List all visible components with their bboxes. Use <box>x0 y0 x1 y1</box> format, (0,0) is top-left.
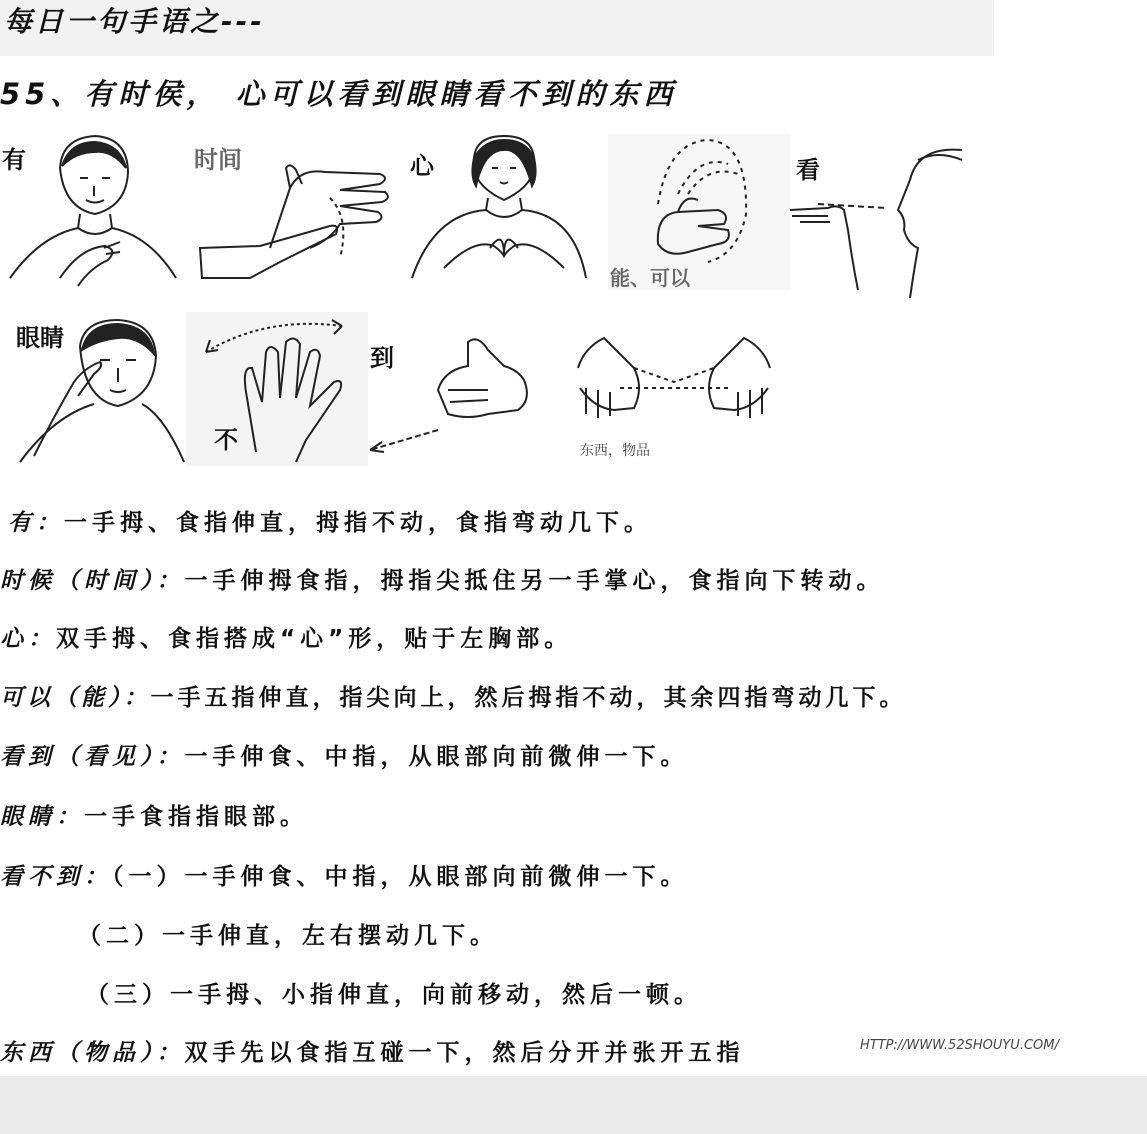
desc-text: 双手先以食指互碰一下，然后分开并张开五指 <box>184 1040 745 1066</box>
illustration-kan <box>788 130 962 298</box>
label-xin: 心 <box>410 151 434 180</box>
desc-text: （二）一手伸直，左右摆动几下。 <box>78 923 498 949</box>
footer-band <box>0 1076 1147 1134</box>
desc-text: 一手伸食、中指，从眼部向前微伸一下。 <box>184 744 689 770</box>
label-dao: 到 <box>370 343 394 372</box>
desc-line-3 <box>0 620 572 653</box>
illustration-shijian <box>190 128 395 292</box>
desc-term: 东西（物品）： <box>0 1040 185 1066</box>
label-shijian: 时间 <box>194 145 242 174</box>
desc-term: 可以（能）： <box>0 685 151 711</box>
illustration-bu <box>186 312 368 466</box>
label-you: 有 <box>2 145 26 174</box>
desc-line-6 <box>0 798 308 831</box>
desc-line-4 <box>0 679 907 712</box>
label-neng: 能、可以 <box>610 266 690 290</box>
desc-line-8 <box>78 917 498 950</box>
page-title: 55、有时侯， 心可以看到眼睛看不到的东西 <box>0 77 678 111</box>
desc-line-9 <box>86 976 702 1009</box>
desc-line-1 <box>8 504 652 537</box>
desc-line-5 <box>0 738 689 771</box>
desc-text: 一手五指伸直，指尖向上，然后拇指不动，其余四指弯动几下。 <box>150 685 907 711</box>
desc-text: （三）一手拇、小指伸直，向前移动，然后一顿。 <box>86 982 702 1008</box>
label-bu: 不 <box>214 425 238 454</box>
desc-text: 一手伸拇食指，拇指尖抵住另一手掌心，食指向下转动。 <box>184 568 885 594</box>
desc-term: 时候（时间）： <box>0 568 185 594</box>
desc-line-10 <box>0 1034 745 1067</box>
desc-term: 有： <box>8 510 64 536</box>
desc-term: 看到（看见）： <box>0 744 185 770</box>
desc-line-2 <box>0 562 885 595</box>
desc-text: 一手食指指眼部。 <box>84 804 308 830</box>
watermark: HTTP://WWW.52SHOUYU.COM/ <box>860 1038 1059 1053</box>
illustration-yanjing <box>14 316 186 466</box>
desc-term: 眼睛： <box>0 804 84 830</box>
page-header: 每日一句手语之--- <box>4 5 265 38</box>
desc-term: 心： <box>0 626 56 652</box>
desc-term: 看不到： <box>0 864 112 890</box>
desc-text: 双手拇、食指搭成“心”形，贴于左胸部。 <box>56 626 573 652</box>
illustration-dongxi <box>574 328 774 464</box>
desc-text: （一）一手伸食、中指，从眼部向前微伸一下。 <box>112 864 689 890</box>
desc-text: 一手拇、食指伸直，拇指不动，食指弯动几下。 <box>64 510 652 536</box>
illustration-xin <box>404 128 594 292</box>
label-dongxi: 东西，物品 <box>580 443 650 459</box>
illustration-neng <box>608 134 790 290</box>
label-yanjing: 眼睛 <box>16 323 64 352</box>
illustration-you <box>0 128 180 292</box>
desc-line-7 <box>0 858 689 891</box>
label-kan: 看 <box>796 155 820 184</box>
illustration-dao <box>368 330 548 462</box>
